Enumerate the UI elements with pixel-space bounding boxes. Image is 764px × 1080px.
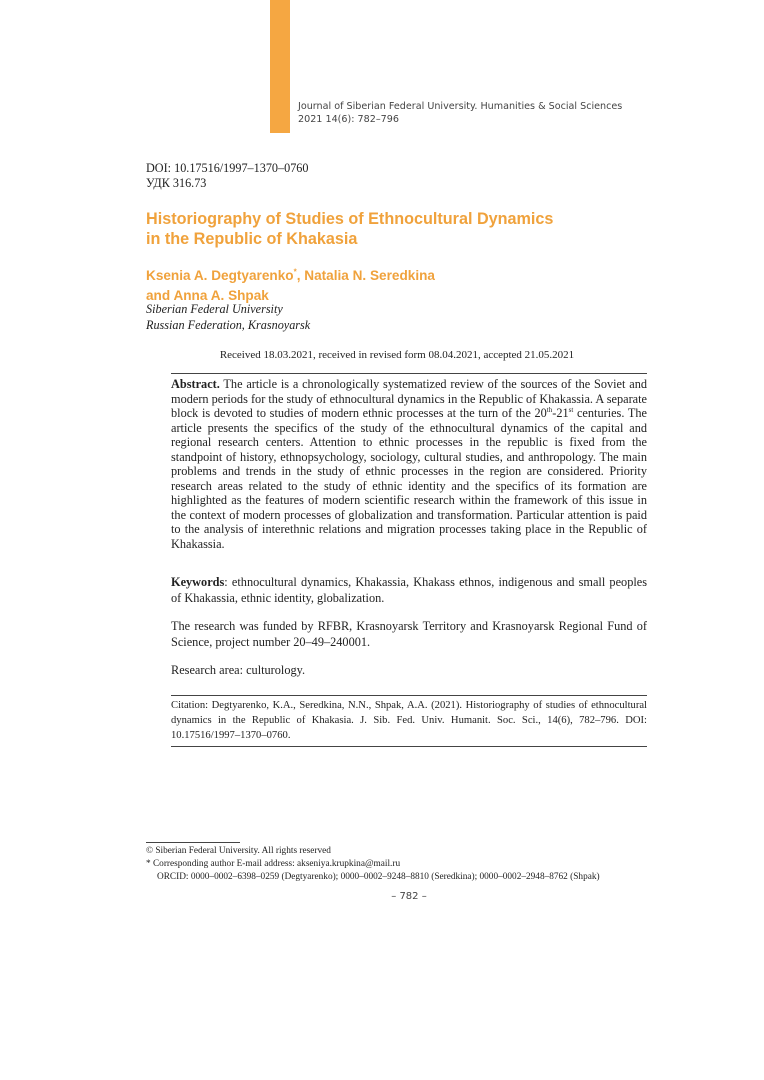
authors — [146, 266, 626, 306]
citation: Citation: Degtyarenko, K.A., Seredkina, N.N., Shpak, A.A. (2021). Historiography of studies of ethnocultural dynamics in the Republic of Khakasia. J. Sib. Fed. Univ. Humanit. Soc. Sci., 14(6), 782–796. DOI: 10.17516/1997–1370–0760. — [171, 700, 647, 742]
funding-note: The research was funded by RFBR, Krasnoyarsk Territory and Krasnoyarsk Regional Fund of Science, project number 20–49–240001. — [171, 619, 647, 649]
keywords — [171, 575, 647, 606]
udk: УДК 316.73 — [146, 176, 207, 190]
authors-line-1 — [146, 266, 626, 286]
abstract-sup-st: st — [568, 406, 574, 414]
author-3: and Anna A. Shpak — [146, 288, 269, 303]
author-1: Ksenia A. Degtyarenko — [146, 268, 294, 283]
title-line-1: Historiography of Studies of Ethnocultural Dynamics — [146, 210, 554, 228]
footnote-rule — [146, 842, 240, 843]
citation-top-rule — [171, 695, 647, 696]
page-number: – 782 – — [391, 891, 427, 902]
abstract-dash: -21 — [552, 406, 569, 421]
keywords-text: : ethnocultural dynamics, Khakassia, Khakass ethnos, indigenous and small peoples of Khakassia, ethnic identity, globalization. — [171, 575, 647, 605]
citation-bottom-rule — [171, 746, 647, 747]
corresponding-author-note: * Corresponding author E-mail address: akseniya.krupkina@mail.ru — [146, 859, 401, 869]
keywords-label: Keywords — [171, 575, 225, 589]
footnotes — [146, 845, 666, 884]
affiliation — [146, 302, 310, 333]
journal-name: Journal of Siberian Federal University. Humanities & Social Sciences — [298, 101, 623, 112]
author-2: , Natalia N. Seredkina — [296, 268, 435, 283]
abstract-text-2: centuries. The article presents the specifics of the study of the ethnocultural dynamics of the capital and regional research centers. Attention to ethnic processes in the republic is fixed from the standpoint of history, ethnopsychology, sociology, cultural studies, and anthropology. The main problems and trends in the study of ethnic processes in the region are considered. Priority research areas related to the study of ethnic identity and the specifics of its formation are highlighted as the features of modern scientific research within the framework of this issue in the context of modern processes of globalization and transformation. Particular attention is paid to the analysis of interethnic relations and migration processes taking place in the Republic of Khakassia. — [171, 406, 647, 552]
corresponding-mark: * — [293, 267, 297, 277]
abstract-label: Abstract. — [171, 377, 220, 391]
abstract — [171, 377, 647, 552]
header-accent-bar — [270, 0, 290, 133]
article-identifiers — [146, 161, 309, 191]
abstract-top-rule — [171, 373, 647, 374]
received-dates: Received 18.03.2021, received in revised form 08.04.2021, accepted 21.05.2021 — [219, 349, 575, 361]
journal-issue: 2021 14(6): 782–796 — [298, 114, 399, 125]
abstract-sup-th: th — [546, 406, 553, 414]
research-area: Research area: culturology. — [171, 663, 306, 677]
orcid-note: ORCID: 0000–0002–6398–0259 (Degtyarenko); 0000–0002–9248–8810 (Seredkina); 0000–0002–2948–8762 (Shpak) — [157, 872, 600, 882]
abstract-text-1: The article is a chronologically systematized review of the sources of the Soviet and modern periods for the study of ethnocultural dynamics in the Republic of Khakassia. A separate block is devoted to studies of modern ethnic processes at the turn of the 20 — [171, 377, 647, 421]
journal-header — [298, 100, 622, 126]
copyright-note: © Siberian Federal University. All rights reserved — [146, 846, 331, 856]
affiliation-university: Siberian Federal University — [146, 302, 283, 316]
doi: DOI: 10.17516/1997–1370–0760 — [146, 161, 309, 175]
affiliation-location: Russian Federation, Krasnoyarsk — [146, 317, 311, 332]
article-title — [146, 209, 626, 249]
title-line-2: in the Republic of Khakasia — [146, 230, 358, 248]
